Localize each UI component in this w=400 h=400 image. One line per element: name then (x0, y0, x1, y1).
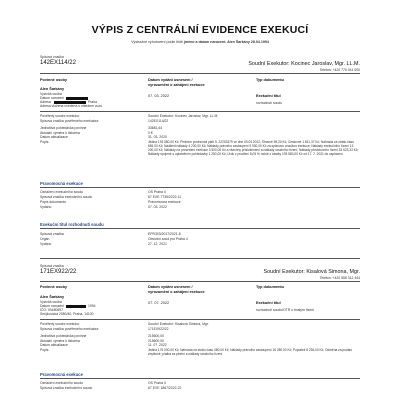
case1-exekutor-tel: Telefon: +420 776 041 000 (319, 68, 360, 72)
case1-section-pravomocna: Pravomocná exekuce (40, 181, 83, 186)
case2-row-value: 215600,00 (148, 338, 165, 343)
case2-col-date-b: vyrozumění o zahájení exekuce (148, 290, 205, 294)
case2-date-value: 07. 07. 2022 (148, 301, 170, 305)
case1-prav-value: 67 EXE 7735/2022-11 (148, 195, 182, 199)
case1-spis-value: 142EX114/22 (40, 60, 76, 66)
case1-party-l4: Adresa vložena uvedena s ohledem vozu (40, 104, 103, 108)
case1-prav-label: Popis dokumentu (40, 200, 67, 204)
case1-rule-titul (40, 228, 360, 229)
document-title: VÝPIS Z CENTRÁLNÍ EVIDENCE EXEKUCÍ (91, 24, 309, 36)
case1-type-sub: rozhodnutí soudu (256, 101, 283, 105)
case2-col-parties: Povinné osoby (40, 285, 68, 289)
case2-redaction-dob (66, 305, 86, 308)
case2-party-l2: Datum narození (40, 304, 65, 308)
case1-section-titul: Exekuční titul rozhodnutí soudu (40, 222, 104, 227)
case1-rule-mid (40, 111, 360, 112)
case1-popis-text: Jistina 193 580,00 Kč; Plněním povinnosti platí 5. 22203379 ve dne 09.03.2022; Stravné 59,20 Kč; Cestovné 1 811,37 Kč; Náhrada za ztrátu času 665,00 Kč; Nadlimit náklady 4 230,00 Kč; Náklady právního zastoupení 9 930,00 Kč za spisovou značkou exekuce; Náklady exekučního řízení 13 200,00 Kč; Náklady na provedení exekuce 3 500,00 Kč a všechny příslušenství a náklady soudního řízení; Náklady předchozího řízení 33 623,33 Kč; Náklady spojené s uplatněním pohledávky 1 250,00 Kč; Úrok z prodlení 8,05 % ročně z částky 193 580,00 Kč od 17. 7. 2021 do zaplacení (148, 139, 359, 156)
case1-row-value: 142EX114/22 (148, 118, 169, 123)
case2-row-label: Aktuální výměra k tiskárna (40, 338, 80, 343)
case2-rule-mid (40, 319, 360, 320)
case1-type-value: Exekuční titul (256, 94, 281, 98)
case2-type-value: Exekuční titul (256, 301, 281, 305)
case2-exekutor: Soudní Exekutor: Kisalová Simona, Mgr. (263, 269, 360, 275)
case2-party-l4: Smíjkovická 2080/40, Praha, 14100 (40, 312, 94, 316)
case2-prav-label: Spisová značka exekučního soudu (40, 386, 93, 390)
case1-titul-value: 27. 12. 2021 (148, 242, 167, 246)
case1-row-label: Spisová značka pověřeného exekutora (40, 118, 99, 123)
case1-party-name: Alen Šarkány (40, 87, 65, 91)
case1-prav-value: OS Praha 4 (148, 190, 166, 194)
case2-col-date-a: Datum vydání usnesení / (148, 285, 193, 289)
case2-party-l3: IČO: 00480697 (40, 308, 63, 312)
case1-redaction-dob (66, 97, 88, 100)
case1-rule-top (40, 73, 360, 74)
case1-party-l1: Vyzická osoba (40, 92, 62, 96)
case1-titul-value: EPR303/2017/2021-6 (148, 232, 181, 236)
case1-party-l2: Datum narození (40, 96, 65, 100)
case1-rule-prav (40, 187, 360, 188)
case1-spis-label: Spisová značka (40, 55, 64, 59)
case2-prav-label: Označení exekučního soudu (40, 381, 83, 385)
case2-party-year: 1994 (88, 304, 96, 308)
case2-row-label: Jednotlivá pohledávka povinné (40, 334, 87, 338)
case2-type-sub: rozhodnutí soudu/OTR s trvalým fízem (256, 308, 315, 312)
case2-section-pravomocna: Pravomocná exekuce (40, 372, 83, 377)
case1-row-value: 0 € (148, 130, 153, 135)
case1-titul-value: Obvodní soud pro Praha 4 (148, 237, 188, 241)
case1-prav-label: Spisová značka exekučního soudu (40, 195, 93, 199)
case2-row-label: Pověřený soudní exekutor (40, 322, 80, 326)
case1-col-date-a: Datum vydání usnesení / (148, 78, 193, 82)
case1-prav-value: Pravomocná exekuce (148, 200, 181, 204)
case2-row-label: Spisová značka pověřeného exekutora (40, 326, 99, 331)
case2-rule-top (40, 281, 360, 282)
case2-prav-value: OS Praha 4 (148, 381, 166, 385)
case1-exekutor: Soudní Exekutor: Kocinec Jaroslav, Mgr. LL.M. (248, 61, 360, 67)
case2-col-type: Typ dokumentu (256, 285, 284, 289)
subtitle-bold: jméno a datum narození: Alen Šarkány 28.04.1994 (183, 40, 269, 44)
case2-row-value: 171EX922/22 (148, 326, 169, 331)
case1-titul-label: Orgán (40, 237, 50, 241)
case2-row-value: Soudní Exekutor: Kisalová Simona, Mgr. (148, 322, 209, 326)
case1-popis-label: Popis (40, 139, 49, 144)
case1-titul-label: Spisová značka (40, 232, 64, 236)
case1-row-label: Pověřený soudní exekutor (40, 114, 80, 118)
case2-row-label: Datum aktualizace (40, 343, 68, 347)
case1-row-value: 31. 03. 2020 (148, 135, 167, 139)
subtitle-prefix: Výstražné vyhotovení podle tiště (131, 40, 183, 44)
case2-spis-value: 171EX922/22 (40, 269, 77, 275)
case1-prav-label: Vydáno (40, 205, 52, 209)
case1-row-label: Jednotlivá pohledávka povinné (40, 126, 87, 130)
case2-popis-text: Jistina 176 000,00 Kč; Náhrada za ztrátu času 480,00 Kč; Náklady právního zastoupení 16 280,00 Kč; Poplatek 8 236,00 Kč; Odměna za podání zbytkové; platba za plnění a náklady soudního řízení (148, 347, 353, 356)
case2-party-l1: Vyzická osoba (40, 300, 62, 304)
case1-date-value: 07. 03. 2022 (148, 94, 170, 98)
case1-row-value: Soudní Exekutor: Kocinec Jaroslav, Mgr. LL.M. (148, 114, 219, 118)
case1-titul-label: Vydáno (40, 242, 52, 246)
case1-col-date-b: vyrozumění o zahájení exekuce (148, 83, 205, 87)
case1-row-label: Datum aktualizace (40, 135, 68, 139)
case2-prav-value: 67 EXE 1867/2022-22 (148, 386, 182, 390)
case1-row-value: 33681,64 (148, 126, 163, 130)
case2-row-value: 215600,00 (148, 334, 165, 338)
case2-spis-label: Spisová značka (40, 264, 64, 268)
case1-party-city: Praha (88, 100, 98, 104)
case1-row-label: Aktuální výměra k tiskárna (40, 130, 80, 135)
case1-prav-value: 07. 03. 2022 (148, 205, 167, 209)
case2-rule-prav (40, 378, 360, 379)
case-separator (40, 258, 360, 259)
case2-row-value: 11. 07. 2022 (148, 343, 167, 347)
case1-col-type: Typ dokumentu (256, 78, 284, 82)
case2-party-name: Alen Šarkány (40, 295, 65, 299)
case2-exekutor-tel: Telefon: +420 558 312 444 (319, 276, 360, 280)
document-subtitle (0, 40, 400, 44)
case2-popis-label: Popis (40, 347, 49, 352)
case1-party-l3: Adresa (40, 100, 51, 104)
case1-prav-label: Označení exekučního soudu (40, 190, 83, 194)
case1-col-parties: Povinné osoby (40, 78, 68, 82)
